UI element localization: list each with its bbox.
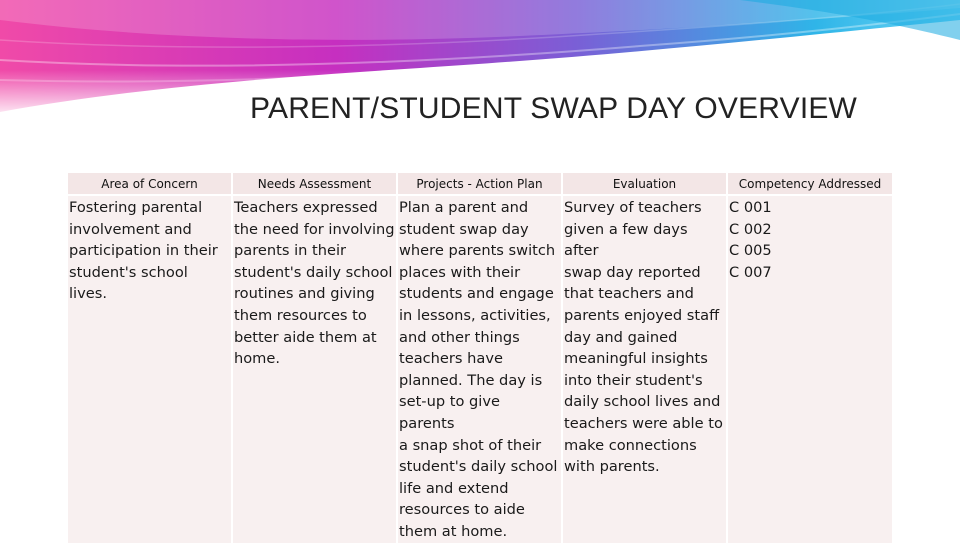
cell-action-plan: Plan a parent and student swap day where parents switch places with their students and engage in lessons, activities, and other things teachers have planned. The day is set-up to give parents a snap shot of their student's daily school life and extend resources to aide them at home. [398, 196, 561, 543]
header-action-plan: Projects - Action Plan [398, 173, 561, 196]
cell-area-of-concern: Fostering parental involvement and participation in their student's school lives. [68, 196, 231, 543]
cell-competency: C 001 C 002 C 005 C 007 [728, 196, 892, 543]
overview-table [66, 173, 894, 543]
cell-needs-assessment: Teachers expressed the need for involving parents in their student's daily school routines and giving them resources to better aide them at home. [233, 196, 396, 543]
header-needs-assessment: Needs Assessment [233, 173, 396, 196]
table-row [68, 196, 892, 543]
slide-title: PARENT/STUDENT SWAP DAY OVERVIEW [250, 92, 858, 125]
table-header-row [68, 173, 892, 196]
header-evaluation: Evaluation [563, 173, 726, 196]
cell-evaluation: Survey of teachers given a few days after swap day reported that teachers and parents enjoyed staff day and gained meaningful insights into their student's daily school lives and teachers were able to make connections with parents. [563, 196, 726, 543]
header-competency: Competency Addressed [728, 173, 892, 196]
header-area-of-concern: Area of Concern [68, 173, 231, 196]
